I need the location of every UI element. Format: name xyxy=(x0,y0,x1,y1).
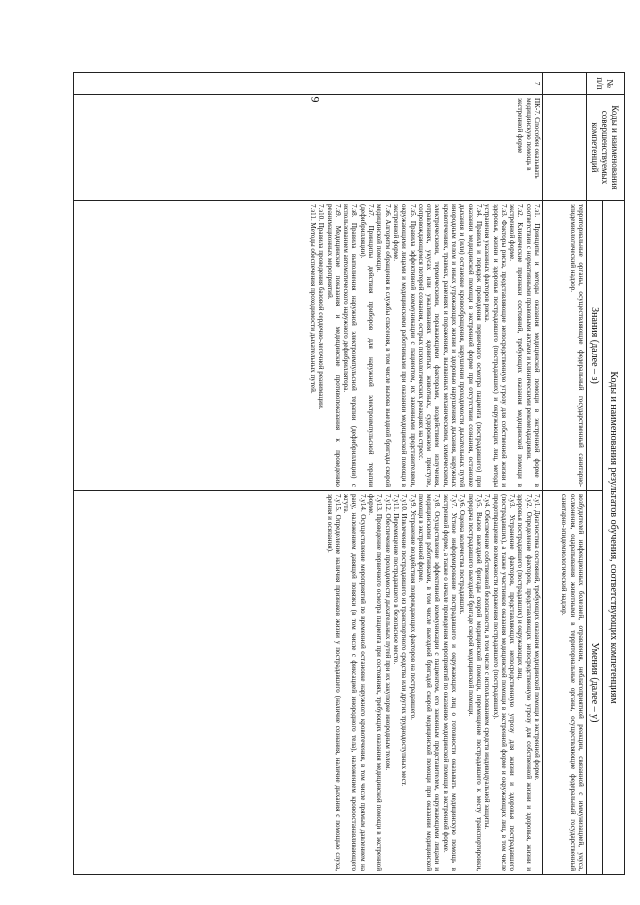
row7-num: 7 xyxy=(74,73,543,95)
skill-item: 7.у6. Оценка количества пострадавших. xyxy=(458,494,467,615)
skill-item: 7.у11. Перемещение пострадавшего в безопасное место. xyxy=(391,494,400,665)
header-group: Коды и наименования результатов обучения, соответствующих компетенциям xyxy=(603,201,625,875)
knowledge-item: 7.з6. Алгоритм обращения в службы спасения, в том числе вызова выездной бригады скорой медицинской помощи. xyxy=(375,204,392,487)
skill-item: 7.у5. Вызов выездной бригады скорой медицинской помощи, перемещение пострадавшего к месту транспортировки, передача пострадавшего выездной бригаде скорой медицинской помощи. xyxy=(466,494,483,872)
knowledge-item: 7.з7. Принципы действия приборов для наружной электроимпульсной терапии (дефибрилляции). xyxy=(358,204,376,487)
skill-item: 7.у2. Определение факторов, представляющих непосредственную угрозу для собственной жизни и здоровья, жизни и здоровья пострадавшего (пострадавших) и окружающих лиц. xyxy=(516,494,533,872)
skill-item: 7.у10. Извлечение пострадавшего из транспортного средства или других труднодоступных мест. xyxy=(400,494,409,787)
table-row-continued xyxy=(543,73,587,875)
skill-item: 7.у3. Устранение факторов, представляющих непосредственную угрозу для жизни и здоровья пострадавшего (пострадавших), а также участников оказания медицинской помощи в экстренной форме и окружающих лиц, в том числе предотвращение возможности поражения пострадавшего (пострадавших). xyxy=(491,494,517,872)
table-row-7 xyxy=(74,73,543,875)
knowledge-item: 7.з5. Правила эффективной коммуникации с пациентом, их законными представителями, окружающими лицами и медицинскими работниками при оказании медицинской помощи в экстренной форме. xyxy=(391,204,417,487)
skill-item: 7.у12. Обеспечение проходимости дыхательных путей при их закупорке инородным телом. xyxy=(383,494,392,771)
row-prev-knowledge: территориальные органы, осуществляющие федеральный государственный санитарно-эпидемиологический надзор. xyxy=(543,201,587,491)
skill-item: 7.у7. Устное информирование пострадавшего и окружающих лиц о готовности оказывать медицинскую помощь в экстренной форме, а также о начале проведения мероприятий по оказанию медицинской помощи в экстренной форме. xyxy=(441,494,459,872)
row7-skills xyxy=(74,491,543,875)
row-prev-skills: возбудителей инфекционных болезней, отравления, неблагоприятной реакции, связанной с иммунизацией, укуса, ослюнения, оцарапывания животными в территориальные органы, осуществляющие федеральный государственный санитарно-эпидемиологический надзор. xyxy=(543,491,587,875)
header-skills: Умения (далее – у) xyxy=(587,491,603,875)
row-prev-num xyxy=(543,73,587,95)
row7-competency: ПК-7. Способен оказывать медицинскую помощь в экстренной форме xyxy=(74,95,543,201)
knowledge-item: 7.з4. Правила и порядок проведения первичного осмотра пациента (пострадавшего) при оказании медицинской помощи в экстренной форме при отсутствии сознания, остановке дыхания и (или) остановке кровообращения, нарушении проходимости дыхательных путей инородным телом и иных угрожающих жизни и здоровью нарушениях дыхания, наружных кровотечениях, травмах, ранениях и поражениях, вызванных механическими, химическими, электрическими, термическими, поражающими факторами, воздействием излучения, отравлениях, укусах или ужаливаниях ядовитых животных, судорожном приступе, сопровождающемся потерей сознания, острых психологических реакциях на стресс. xyxy=(416,204,483,487)
rotated-table-page xyxy=(73,72,625,874)
row7-knowledge xyxy=(74,201,543,491)
header-num: № п/п xyxy=(587,73,625,95)
skill-item: 7.у9. Устранение воздействия повреждающих факторов на пострадавшего. xyxy=(408,494,417,720)
header-codes: Коды и наименования совершенствуемых компетенций xyxy=(587,95,625,201)
competency-table xyxy=(73,72,625,875)
knowledge-item: 7.з9. Медицинские показания и медицинские противопоказания к проведению реанимационных мероприятий. xyxy=(325,204,342,487)
knowledge-item: 7.з2. Клинические признаки состояний, требующих оказания медицинской помощи в экстренной форме. xyxy=(508,204,525,487)
skill-item: 7.у1. Диагностика состояний, требующих оказания медицинской помощи в экстренной форме. xyxy=(533,494,541,781)
skill-item: 7.у4. Обеспечение собственной безопасности, в том числе с использованием средств индивидуальной защиты. xyxy=(483,494,492,830)
skill-item: 7.у8. Осуществление эффективной коммуникации с пациентом, его законным представителем, окружающими лицами и медицинскими работниками, в том числе выездной бригадой скорой медицинской помощи при оказании медицинской помощи в экстренной форме. xyxy=(416,494,442,872)
skill-item: 7.у15. Определение наличия признаков жизни у пострадавшего (наличие сознания, наличие дыхания с помощью слуха, зрения и осязания). xyxy=(325,494,342,872)
knowledge-item: 7.з1. Принципы и методы оказания медицинской помощи в экстренной форме в соответствии с нормативными правовыми актами и клиническими рекомендациями. xyxy=(524,204,541,487)
header-knowledge: Знания (далее – з) xyxy=(587,201,603,491)
skill-item: 7.у13. Проведение первичного осмотра пациента при состояниях, требующих оказания медицинской помощи в экстренной форме. xyxy=(367,494,384,872)
row-prev-competency xyxy=(543,95,587,201)
knowledge-item: 7.з10. Правила проведения базовой сердечно-легочной реанимации. xyxy=(317,204,326,410)
knowledge-item: 7.з3. Факторы риска, представляющие непосредственную угрозу для собственной жизни и здоровья, жизни и здоровья пострадавшего (пострадавших) и окружающих лиц, методы устранения указанных факторов риска. xyxy=(483,204,508,487)
knowledge-item: 7.з11. Методы обеспечения проходимости дыхательных путей. xyxy=(308,204,317,394)
knowledge-item: 7.з8. Правила выполнения наружной электроимпульсной терапии (дефибрилляции) с использованием автоматического наружного дефибриллятора. xyxy=(342,204,359,487)
page-number: 9 xyxy=(308,96,323,103)
skill-item: 7.у14. Осуществление мероприятий по временной остановке наружного кровотечения, в том числе прямым давлением на рану, наложением давящей повязки (в том числе с фиксацией инородного тела), наложением кровоостанавливающего жгута. xyxy=(342,494,367,872)
